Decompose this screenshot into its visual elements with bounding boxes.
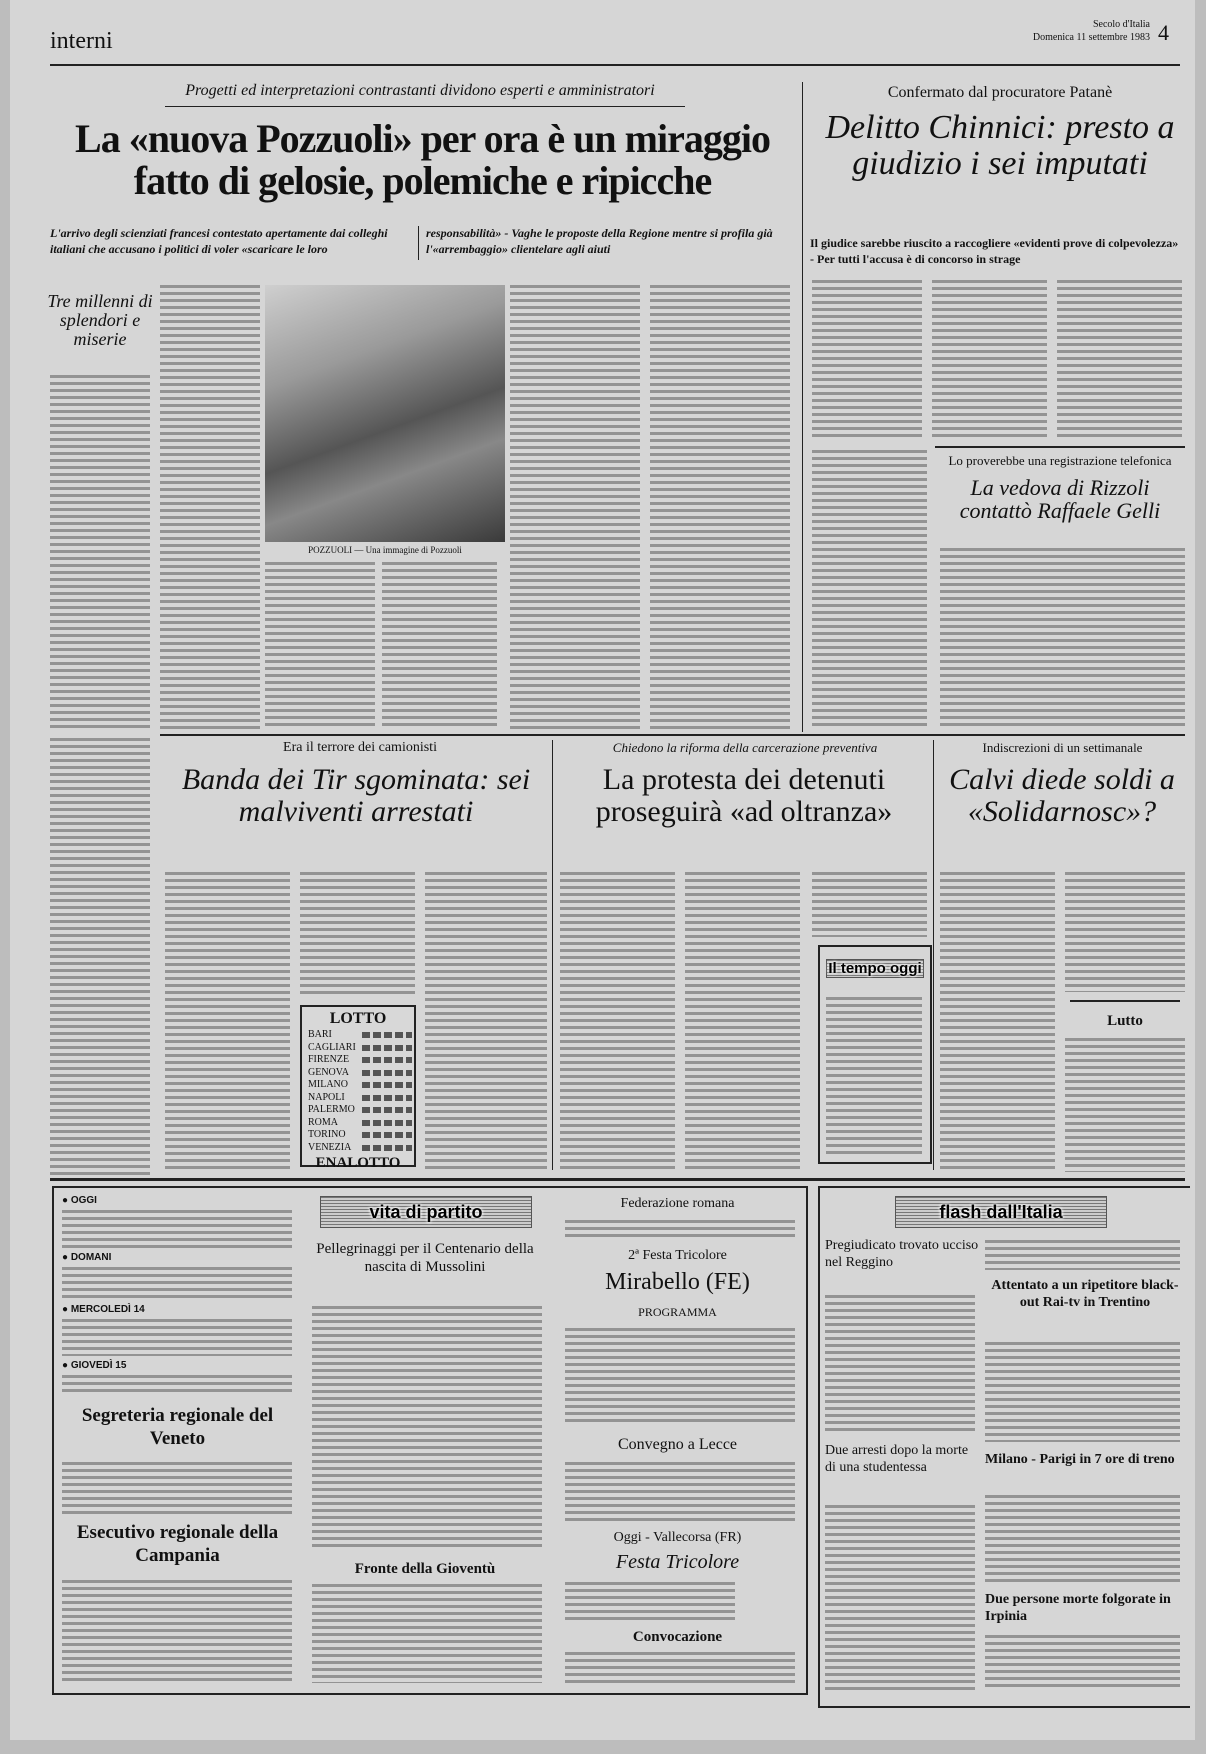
lotto-city: BARI: [308, 1029, 332, 1040]
lotto-row: [306, 1093, 414, 1104]
vita-di-partito-banner: vita di partito: [320, 1196, 532, 1228]
body-text: [160, 285, 260, 730]
convocazione-title: Convocazione: [632, 1629, 723, 1645]
body-text: [1057, 280, 1182, 440]
body-text: [565, 1220, 795, 1238]
photo-pozzuoli: [265, 285, 505, 542]
lotto-row: [306, 1143, 414, 1154]
sidebar-title: Tre millenni di splendori e miserie: [47, 291, 153, 349]
rizzoli-kicker: Lo proverebbe una registrazione telefonica: [948, 453, 1172, 468]
calvi-kicker: Indiscrezioni di un settimanale: [982, 740, 1143, 755]
body-text: [62, 1319, 292, 1356]
lotto-table: [304, 1028, 416, 1155]
pozzuoli-sub-right: responsabilità» - Vaghe le proposte della Regione mentre si profila già l'«arrembaggio» clientelare agli aiuti: [426, 226, 773, 256]
festa-number: 2ª Festa Tricolore: [628, 1248, 727, 1263]
flash-item-title: Due arresti dopo la morte di una studentessa: [825, 1443, 969, 1475]
body-text: [565, 1582, 735, 1624]
divider: [935, 446, 1185, 448]
agenda-label: DOMANI: [70, 1252, 112, 1263]
body-text: [940, 872, 1055, 1172]
column-divider: [552, 740, 553, 1170]
body-text: [62, 1375, 292, 1396]
agenda-mercoledi: ● MERCOLEDÌ 14: [62, 1304, 145, 1315]
body-text: [312, 1584, 542, 1683]
body-text: [312, 1306, 542, 1550]
banda-kicker: Era il terrore dei camionisti: [283, 740, 437, 755]
body-text: [382, 562, 497, 730]
masthead-info: [960, 18, 1150, 44]
column-divider: [802, 82, 803, 732]
agenda-giovedi: ● GIOVEDÌ 15: [62, 1360, 127, 1371]
body-text: [985, 1342, 1180, 1442]
body-text: [510, 285, 640, 730]
body-text: [50, 375, 150, 730]
header-rule: [50, 64, 1180, 66]
lotto-numbers: [360, 1080, 414, 1091]
federazione-title: Federazione romana: [620, 1196, 735, 1211]
headline-line: La «nuova Pozzuoli» per ora è un miraggio: [75, 116, 770, 161]
body-text: [62, 1267, 292, 1300]
flash-item-title: Due persone morte folgorate in Irpinia: [985, 1592, 1171, 1624]
agenda-label: MERCOLEDÌ 14: [70, 1304, 145, 1315]
chinnici-sub: Il giudice sarebbe riuscito a raccogliere «evidenti prove di colpevolezza» - Per tutti l'accusa è di concorso in strage: [810, 236, 1179, 266]
section-label: interni: [50, 28, 113, 54]
body-text: [825, 1295, 975, 1435]
body-text: [1065, 1038, 1185, 1172]
body-text: [825, 1505, 975, 1690]
detenuti-kicker: Chiedono la riforma della carcerazione preventiva: [612, 740, 878, 755]
lotto-row: [306, 1068, 414, 1079]
meteo-box: [818, 945, 932, 1164]
lotto-city: NAPOLI: [308, 1091, 345, 1103]
lutto-title: Lutto: [1107, 1013, 1143, 1029]
body-text: [300, 872, 415, 997]
lotto-numbers: [360, 1143, 414, 1154]
body-text: [50, 738, 150, 1175]
body-text: [165, 872, 290, 1172]
band-rule: [50, 1178, 1185, 1181]
body-text: [265, 562, 375, 730]
meteo-title: Il tempo oggi: [826, 959, 924, 978]
lotto-numbers: [360, 1055, 414, 1066]
band-rule: [160, 734, 1185, 736]
vallecorsa-title: Oggi - Vallecorsa (FR): [613, 1530, 742, 1545]
body-text: [932, 280, 1047, 440]
lotto-row: [306, 1043, 414, 1054]
lotto-city: MILANO: [308, 1079, 348, 1090]
lotto-city: VENEZIA: [308, 1141, 352, 1153]
lotto-numbers: [360, 1030, 414, 1041]
body-text: [826, 997, 922, 1155]
column-divider: [933, 740, 934, 1170]
body-text: [812, 872, 927, 937]
lotto-city: TORINO: [308, 1129, 346, 1140]
body-text: [560, 872, 675, 1172]
lotto-row: [306, 1080, 414, 1091]
divider: [165, 106, 685, 107]
lotto-city: PALERMO: [308, 1104, 355, 1115]
headline-line: fatto di gelosie, polemiche e ripicche: [133, 158, 712, 203]
lotto-numbers: [360, 1105, 414, 1116]
agenda-domani: ● DOMANI: [62, 1252, 112, 1263]
enalotto-title: ENALOTTO: [315, 1155, 401, 1171]
esecutivo-title: Esecutivo regionale della Campania: [76, 1522, 279, 1566]
body-text: [940, 548, 1185, 730]
lotto-numbers: [360, 1043, 414, 1054]
pozzuoli-kicker: Progetti ed interpretazioni contrastanti dividono esperti e amministratori: [185, 82, 655, 99]
agenda-label: GIOVEDÌ 15: [70, 1360, 127, 1371]
chinnici-kicker: Confermato dal procuratore Patanè: [887, 84, 1113, 101]
pozzuoli-headline: [50, 118, 795, 202]
festa-title: Festa Tricolore: [615, 1551, 740, 1573]
divider: [1070, 1000, 1180, 1002]
programma-label: PROGRAMMA: [638, 1305, 717, 1319]
segreteria-title: Segreteria regionale del Veneto: [81, 1405, 274, 1449]
body-text: [565, 1328, 795, 1425]
lotto-city: GENOVA: [308, 1066, 349, 1078]
body-text: [565, 1462, 795, 1522]
body-text: [1065, 872, 1185, 992]
fronte-title: Fronte della Gioventù: [354, 1561, 496, 1577]
lotto-numbers: [360, 1118, 414, 1129]
body-text: [565, 1652, 795, 1683]
lotto-row: [306, 1118, 414, 1129]
page-number: 4: [1158, 20, 1169, 45]
mirabello-title: Mirabello (FE): [605, 1269, 750, 1295]
lotto-box: [300, 1005, 416, 1171]
lotto-row: [306, 1130, 414, 1141]
lotto-city: FIRENZE: [308, 1054, 350, 1065]
body-text: [685, 872, 800, 1172]
body-text: [650, 285, 790, 730]
body-text: [62, 1580, 292, 1683]
issue-date: Domenica 11 settembre 1983: [1032, 32, 1150, 43]
divider: [418, 226, 419, 260]
agenda-label: OGGI: [70, 1195, 97, 1206]
flash-item-title: Pregiudicato trovato ucciso nel Reggino: [825, 1238, 979, 1270]
body-text: [62, 1210, 292, 1248]
chinnici-headline: Delitto Chinnici: presto a giudizio i sei imputati: [825, 109, 1175, 182]
body-text: [62, 1462, 292, 1515]
lotto-numbers: [360, 1130, 414, 1141]
calvi-headline: Calvi diede soldi a «Solidarnosc»?: [949, 763, 1175, 828]
photo-caption: POZZUOLI — Una immagine di Pozzuoli: [308, 545, 462, 555]
pozzuoli-sub-left: L'arrivo degli scienziati francesi contestato apertamente dai colleghi italiani che accusano i politici di voler «scaricare le loro: [50, 226, 388, 256]
body-text: [985, 1240, 1180, 1270]
convegno-title: Convegno a Lecce: [617, 1436, 738, 1453]
lotto-numbers: [360, 1093, 414, 1104]
body-text: [985, 1495, 1180, 1585]
lotto-row: [306, 1030, 414, 1041]
lotto-numbers: [360, 1068, 414, 1079]
lotto-row: [306, 1055, 414, 1066]
body-text: [985, 1635, 1180, 1690]
body-text: [425, 872, 547, 1172]
pellegrinaggi-title: Pellegrinaggi per il Centenario della nascita di Mussolini: [316, 1241, 534, 1275]
lotto-title: LOTTO: [329, 1010, 387, 1027]
flash-item-title: Milano - Parigi in 7 ore di treno: [985, 1452, 1175, 1467]
rizzoli-headline: La vedova di Rizzoli contattò Raffaele Gelli: [959, 475, 1161, 524]
detenuti-headline: La protesta dei detenuti proseguirà «ad oltranza»: [595, 763, 893, 828]
paper-name: Secolo d'Italia: [1092, 19, 1150, 30]
flash-banner: flash dall'Italia: [895, 1196, 1107, 1228]
lotto-row: [306, 1105, 414, 1116]
lotto-city: CAGLIARI: [308, 1041, 356, 1053]
flash-item-title: Attentato a un ripetitore black-out Rai-tv in Trentino: [991, 1278, 1179, 1310]
body-text: [812, 450, 927, 730]
body-text: [812, 280, 922, 440]
agenda-oggi: ● OGGI: [62, 1195, 97, 1206]
lotto-city: ROMA: [308, 1116, 339, 1128]
banda-headline: Banda dei Tir sgominata: sei malviventi arrestati: [181, 763, 531, 828]
